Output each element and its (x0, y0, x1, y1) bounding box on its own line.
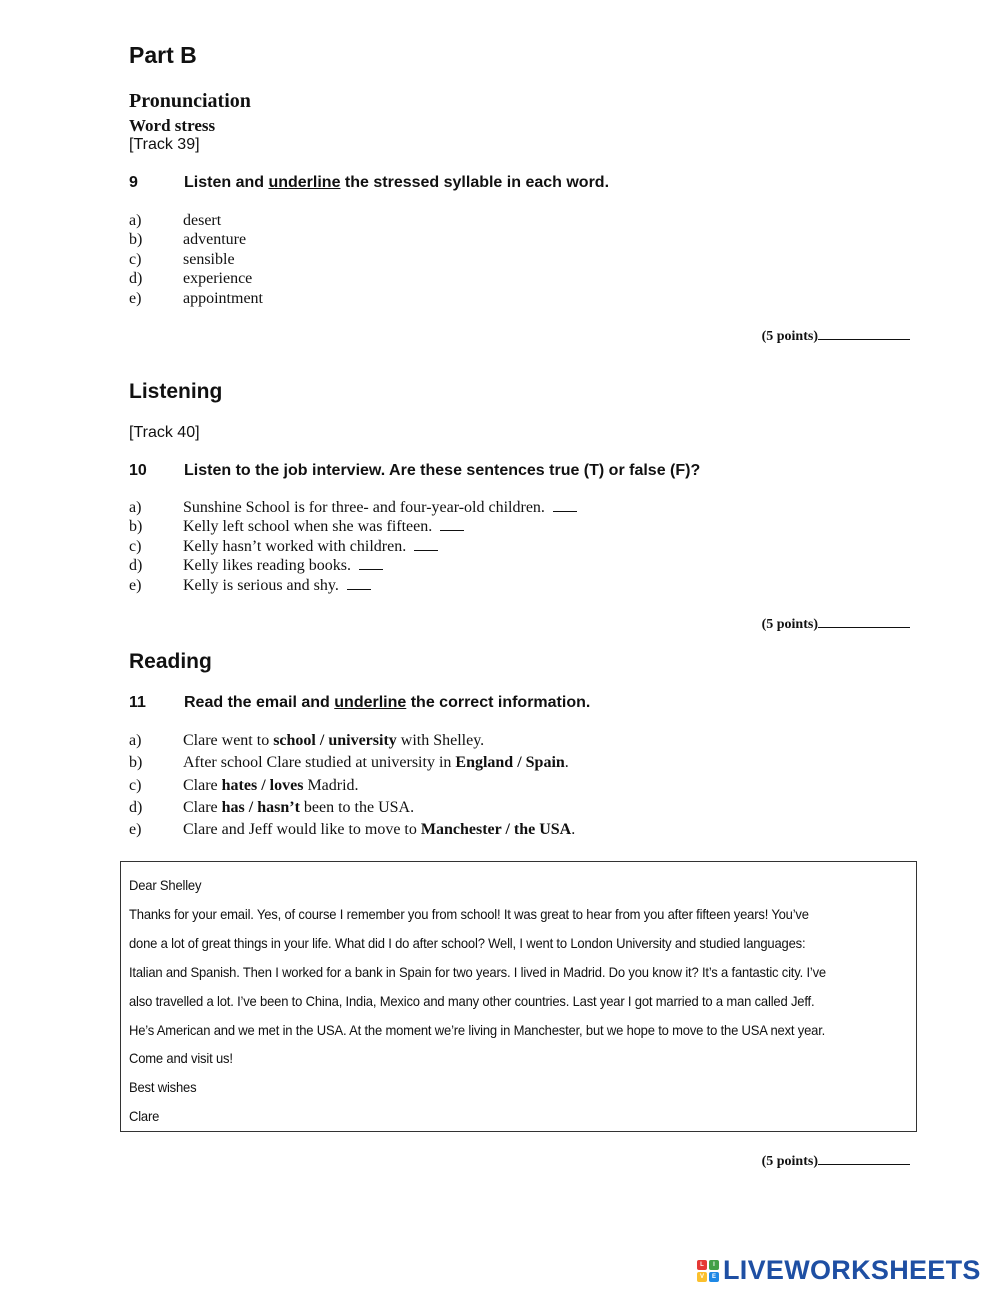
part-title: Part B (129, 42, 197, 68)
list-item: b) Kelly left school when she was fifteen. (129, 517, 577, 536)
list-item: a) Sunshine School is for three- and four-year-old children. (129, 498, 577, 517)
score-blank[interactable] (818, 327, 910, 340)
list-item: e) Kelly is serious and shy. (129, 576, 577, 595)
list-item: a) Clare went to school / university with Shelley. (129, 732, 485, 749)
question-number: 9 (129, 174, 138, 191)
points-score-9: (5 points) (762, 327, 910, 345)
listening-heading: Listening (129, 380, 223, 403)
score-blank[interactable] (818, 1152, 910, 1165)
list-item: c) Kelly hasn’t worked with children. (129, 537, 577, 556)
points-score-10: (5 points) (762, 615, 910, 633)
question-10: 10 Listen to the job interview. Are these sentences true (T) or false (F)? (129, 462, 701, 479)
logo-icon: L I V E (697, 1260, 719, 1282)
list-item[interactable]: d) experience (129, 270, 253, 288)
word-list (129, 211, 263, 308)
email-closing: Best wishes (129, 1079, 197, 1096)
list-item[interactable]: b) adventure (129, 231, 247, 249)
word-appointment: appointment (183, 289, 263, 307)
list-item: d) Clare has / hasn’t been to the USA. (129, 798, 415, 816)
email-line: He’s American and we met in the USA. At the moment we’re living in Manchester, but we hope to move to the USA next year. (129, 1021, 826, 1038)
email-box (120, 861, 917, 1132)
question-number: 10 (129, 462, 147, 479)
choice-option[interactable]: has / hasn’t (221, 798, 300, 816)
word-adventure: adventure (183, 231, 247, 249)
question-number: 11 (129, 694, 146, 711)
answer-blank[interactable] (347, 577, 371, 590)
score-blank[interactable] (818, 615, 910, 628)
word-desert: desert (183, 212, 222, 229)
email-line: Come and visit us! (129, 1050, 233, 1067)
answer-blank[interactable] (359, 557, 383, 570)
email-signature: Clare (129, 1108, 160, 1125)
brand-text: LIVEWORKSHEETS (723, 1255, 981, 1285)
true-false-list (129, 498, 577, 595)
email-line: Italian and Spanish. Then I worked for a bank in Spain for two years. I lived in Madrid. Do you know it? It’s a fantastic city. I’ve (129, 963, 826, 980)
points-score-11: (5 points) (762, 1152, 910, 1170)
email-line: also travelled a lot. I’ve been to China, India, Mexico and many other countries. Last year I got married to a man called Jeff. (129, 992, 815, 1009)
answer-blank[interactable] (440, 518, 464, 531)
list-item: c) Clare hates / loves Madrid. (129, 776, 359, 794)
question-9: 9 Listen and underline the stressed syllable in each word. (129, 174, 610, 191)
email-line: done a lot of great things in your life. What did I do after school? Well, I went to London University and studied languages: (129, 934, 806, 951)
list-item[interactable]: e) appointment (129, 289, 263, 307)
choice-option[interactable]: Manchester / the USA (420, 821, 572, 839)
list-item: d) Kelly likes reading books. (129, 556, 577, 575)
list-item[interactable]: a) desert (129, 212, 222, 229)
word-sensible: sensible (183, 250, 235, 268)
pronunciation-heading: Pronunciation (129, 90, 251, 112)
choice-option[interactable]: school / university (273, 732, 397, 749)
reading-heading: Reading (129, 650, 212, 673)
list-item[interactable]: c) sensible (129, 250, 235, 268)
track-40-label: [Track 40] (129, 424, 200, 441)
choice-option[interactable]: hates / loves (221, 776, 304, 794)
word-experience: experience (183, 270, 253, 288)
choice-option[interactable]: England / Spain (455, 754, 565, 772)
list-item: b) After school Clare studied at university in England / Spain. (129, 754, 569, 772)
list-item: e) Clare and Jeff would like to move to Manchester / the USA. (129, 821, 576, 839)
answer-blank[interactable] (553, 499, 577, 512)
question-11: 11 Read the email and underline the correct information. (129, 694, 591, 711)
track-39-label: [Track 39] (129, 136, 200, 153)
email-line: Thanks for your email. Yes, of course I remember you from school! It was great to hear from you after fifteen years! You’ve (129, 905, 809, 922)
reading-statements (129, 730, 575, 841)
email-greeting: Dear Shelley (129, 877, 202, 893)
answer-blank[interactable] (414, 538, 438, 551)
liveworksheets-logo[interactable] (697, 1255, 981, 1286)
word-stress-subheading: Word stress (129, 116, 216, 135)
